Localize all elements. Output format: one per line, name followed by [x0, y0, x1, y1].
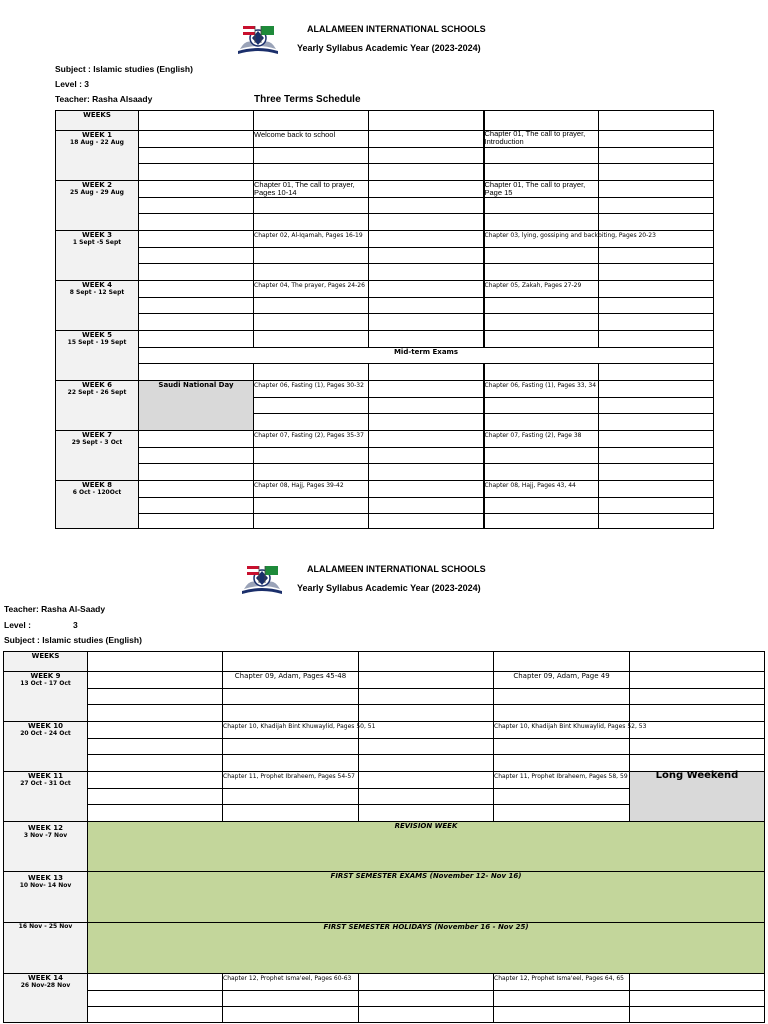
- lesson-cell: Chapter 03, lying, gossiping and backbiting, Pages 20-23: [484, 232, 656, 239]
- table-header-row: [4, 652, 765, 672]
- table-row: [4, 974, 765, 991]
- table-row: [56, 481, 714, 498]
- lesson-cell: Chapter 07, Fasting (2), Page 38: [484, 432, 582, 439]
- school-logo-icon: [238, 561, 286, 597]
- lesson-cell: Chapter 11, Prophet Ibraheem, Pages 54-57: [223, 773, 355, 780]
- week-cell: WEEK 4 8 Sept - 12 Sept: [56, 281, 139, 331]
- syllabus-table-1: [55, 110, 714, 529]
- level-value: 3: [73, 620, 78, 630]
- week-cell: WEEK 5 15 Sept - 19 Sept: [56, 331, 139, 381]
- table-row: [56, 281, 714, 298]
- subject-label: Subject : Islamic studies (English): [4, 635, 142, 645]
- lesson-cell: Chapter 11, Prophet Ibraheem, Pages 58, 59: [494, 773, 628, 780]
- lesson-cell: Chapter 12, Prophet Isma'eel, Pages 64, 65: [494, 975, 624, 982]
- syllabus-table-2: [3, 651, 765, 1023]
- midterm-exams-banner: Mid-term Exams: [139, 348, 714, 364]
- week-cell: WEEK 9 13 Oct - 17 Oct: [4, 672, 88, 722]
- table-row: [56, 131, 714, 148]
- table-row: [4, 672, 765, 689]
- teacher-label: Teacher: Rasha Al-Saady: [4, 604, 106, 614]
- table-row: [56, 331, 714, 348]
- holiday-cell: Long Weekend: [630, 772, 765, 822]
- week-cell: WEEK 8 6 Oct - 120Oct: [56, 481, 139, 529]
- level-label: Level :: [4, 620, 31, 630]
- semester-exams-banner: FIRST SEMESTER EXAMS (November 12- Nov 16): [88, 872, 765, 923]
- table-row: [4, 872, 765, 923]
- week-cell: WEEK 10 20 Oct - 24 Oct: [4, 722, 88, 772]
- revision-week-banner: REVISION WEEK: [88, 822, 765, 872]
- lesson-cell: Chapter 09, Adam, Page 49: [513, 672, 610, 680]
- school-logo-icon: [234, 21, 282, 57]
- school-name: ALALAMEEN INTERNATIONAL SCHOOLS: [307, 564, 486, 574]
- table-row: [4, 923, 765, 974]
- lesson-cell: Welcome back to school: [254, 130, 336, 139]
- weeks-header: WEEKS: [56, 111, 139, 131]
- teacher-label: Teacher: Rasha Alsaady: [55, 94, 153, 104]
- holiday-cell: Saudi National Day: [139, 381, 254, 431]
- week-cell: WEEK 2 25 Aug - 29 Aug: [56, 181, 139, 231]
- table-row: [56, 231, 714, 248]
- schedule-title: Three Terms Schedule: [254, 94, 361, 105]
- lesson-cell: Chapter 01, The call to prayer, Introduction: [484, 129, 586, 146]
- week-cell: WEEK 12 3 Nov -7 Nov: [4, 822, 88, 872]
- school-logo: [234, 21, 282, 61]
- lesson-cell: Chapter 08, Hajj, Pages 39-42: [254, 482, 344, 489]
- lesson-cell: Chapter 10, Khadijah Bint Khuwaylid, Pages 52, 53: [494, 723, 647, 730]
- subject-label: Subject : Islamic studies (English): [55, 64, 193, 74]
- week-cell: WEEK 1 18 Aug - 22 Aug: [56, 131, 139, 181]
- table-row: [56, 181, 714, 198]
- lesson-cell: Chapter 12, Prophet Isma'eel, Pages 60-63: [223, 975, 352, 982]
- weeks-header: WEEKS: [4, 652, 88, 672]
- week-cell: WEEK 7 29 Sept - 3 Oct: [56, 431, 139, 481]
- lesson-cell: Chapter 01, The call to prayer, Page 15: [484, 180, 586, 197]
- week-cell: WEEK 3 1 Sept -5 Sept: [56, 231, 139, 281]
- week-cell: WEEK 11 27 Oct - 31 Oct: [4, 772, 88, 822]
- school-logo: [238, 561, 286, 601]
- school-name: ALALAMEEN INTERNATIONAL SCHOOLS: [307, 24, 486, 34]
- table-row: [56, 381, 714, 398]
- lesson-cell: Chapter 08, Hajj, Pages 43, 44: [484, 482, 576, 489]
- lesson-cell: Chapter 09, Adam, Pages 45-48: [234, 672, 347, 680]
- week-cell: WEEK 14 26 Nov-28 Nov: [4, 974, 88, 1023]
- table-row: [4, 722, 765, 739]
- syllabus-title: Yearly Syllabus Academic Year (2023-2024): [297, 43, 481, 53]
- lesson-cell: Chapter 06, Fasting (1), Pages 30-32: [254, 382, 364, 389]
- week-cell: WEEK 6 22 Sept - 26 Sept: [56, 381, 139, 431]
- lesson-cell: Chapter 10, Khadijah Bint Khuwaylid, Pages 50, 51: [223, 723, 376, 730]
- table-row: [4, 822, 765, 872]
- level-label: Level : 3: [55, 79, 90, 89]
- syllabus-title: Yearly Syllabus Academic Year (2023-2024): [297, 583, 481, 593]
- lesson-cell: Chapter 01, The call to prayer, Pages 10-14: [254, 180, 355, 197]
- week-cell: 16 Nov - 25 Nov: [4, 923, 88, 974]
- lesson-cell: Chapter 07, Fasting (2), Pages 35-37: [254, 432, 364, 439]
- week-cell: WEEK 13 10 Nov- 14 Nov: [4, 872, 88, 923]
- lesson-cell: Chapter 04, The prayer, Pages 24-26: [254, 282, 365, 289]
- lesson-cell: Chapter 05, Zakah, Pages 27-29: [484, 282, 582, 289]
- table-header-row: [56, 111, 714, 131]
- table-row: [4, 772, 765, 789]
- lesson-cell: Chapter 06, Fasting (1), Pages 33, 34: [484, 382, 597, 389]
- semester-holidays-banner: FIRST SEMESTER HOLIDAYS (November 16 - Nov 25): [88, 923, 765, 974]
- lesson-cell: Chapter 02, Al-Iqamah, Pages 16-19: [254, 232, 363, 239]
- table-row: [56, 431, 714, 448]
